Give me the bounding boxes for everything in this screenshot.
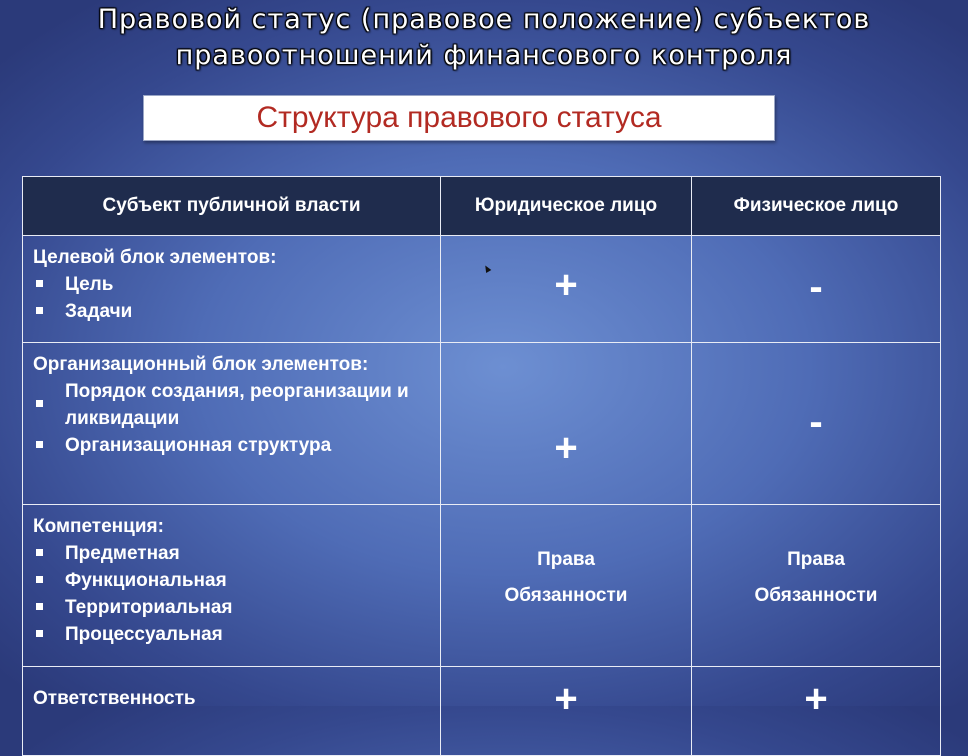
cell-individual xyxy=(692,343,941,505)
bullet-icon xyxy=(36,307,43,314)
bullet-icon xyxy=(36,630,43,637)
row-heading: Целевой блок элементов: xyxy=(33,247,277,268)
bullet-icon xyxy=(36,603,43,610)
table-row xyxy=(23,505,941,667)
list-item xyxy=(33,567,430,594)
list-item xyxy=(33,378,430,432)
row-target-block xyxy=(23,236,441,343)
list-item-text: Организационная структура xyxy=(65,435,332,456)
sign-value: + xyxy=(554,426,578,470)
bullet-icon xyxy=(36,549,43,556)
subtitle-box xyxy=(143,95,775,141)
rights-label: Права xyxy=(537,549,595,570)
bullet-icon xyxy=(36,400,43,407)
bullet-list xyxy=(33,378,430,459)
slide-title-line-2: правоотношений финансового контроля xyxy=(175,40,793,71)
row-heading: Организационный блок элементов: xyxy=(33,354,369,375)
legal-status-table xyxy=(22,176,941,756)
cell-individual xyxy=(692,236,941,343)
obligations-label: Обязанности xyxy=(504,585,628,606)
row-organizational-block xyxy=(23,343,441,505)
subtitle-text: Структура правового статуса xyxy=(256,101,662,134)
cell-legal-entity xyxy=(441,236,692,343)
table-row xyxy=(23,343,941,505)
list-item xyxy=(33,298,430,325)
header-public-authority: Субъект публичной власти xyxy=(23,177,441,236)
list-item-text: Задачи xyxy=(65,301,133,322)
slide-title xyxy=(0,2,968,74)
bullet-list xyxy=(33,540,430,648)
sign-value: + xyxy=(554,677,578,721)
list-item xyxy=(33,540,430,567)
list-item xyxy=(33,621,430,648)
table-header-row xyxy=(23,177,941,236)
list-item-text: Цель xyxy=(65,274,114,295)
list-item-text: Порядок создания, реорганизации и ликвидации xyxy=(65,381,409,429)
list-item-text: Процессуальная xyxy=(65,624,223,645)
cell-individual xyxy=(692,505,941,667)
list-item-text: Территориальная xyxy=(65,597,233,618)
row-heading: Компетенция: xyxy=(33,516,164,537)
rights-label: Права xyxy=(787,549,845,570)
row-competence xyxy=(23,505,441,667)
bullet-icon xyxy=(36,280,43,287)
sign-value: + xyxy=(804,677,828,721)
list-item xyxy=(33,271,430,298)
bullet-icon xyxy=(36,576,43,583)
table-row xyxy=(23,667,941,756)
cell-legal-entity xyxy=(441,667,692,756)
sign-value: + xyxy=(554,263,578,307)
list-item xyxy=(33,594,430,621)
cell-legal-entity xyxy=(441,343,692,505)
row-heading: Ответственность xyxy=(33,688,196,709)
sign-value: - xyxy=(809,400,823,444)
header-individual: Физическое лицо xyxy=(692,177,941,236)
row-responsibility xyxy=(23,667,441,756)
obligations-label: Обязанности xyxy=(754,585,878,606)
sign-value: - xyxy=(809,265,823,309)
slide-title-line-1: Правовой статус (правовое положение) субъектов xyxy=(97,4,871,35)
bullet-icon xyxy=(36,441,43,448)
bullet-list xyxy=(33,271,430,325)
header-legal-entity: Юридическое лицо xyxy=(441,177,692,236)
cell-individual xyxy=(692,667,941,756)
list-item xyxy=(33,432,430,459)
cell-legal-entity xyxy=(441,505,692,667)
list-item-text: Предметная xyxy=(65,543,180,564)
table-row xyxy=(23,236,941,343)
list-item-text: Функциональная xyxy=(65,570,227,591)
